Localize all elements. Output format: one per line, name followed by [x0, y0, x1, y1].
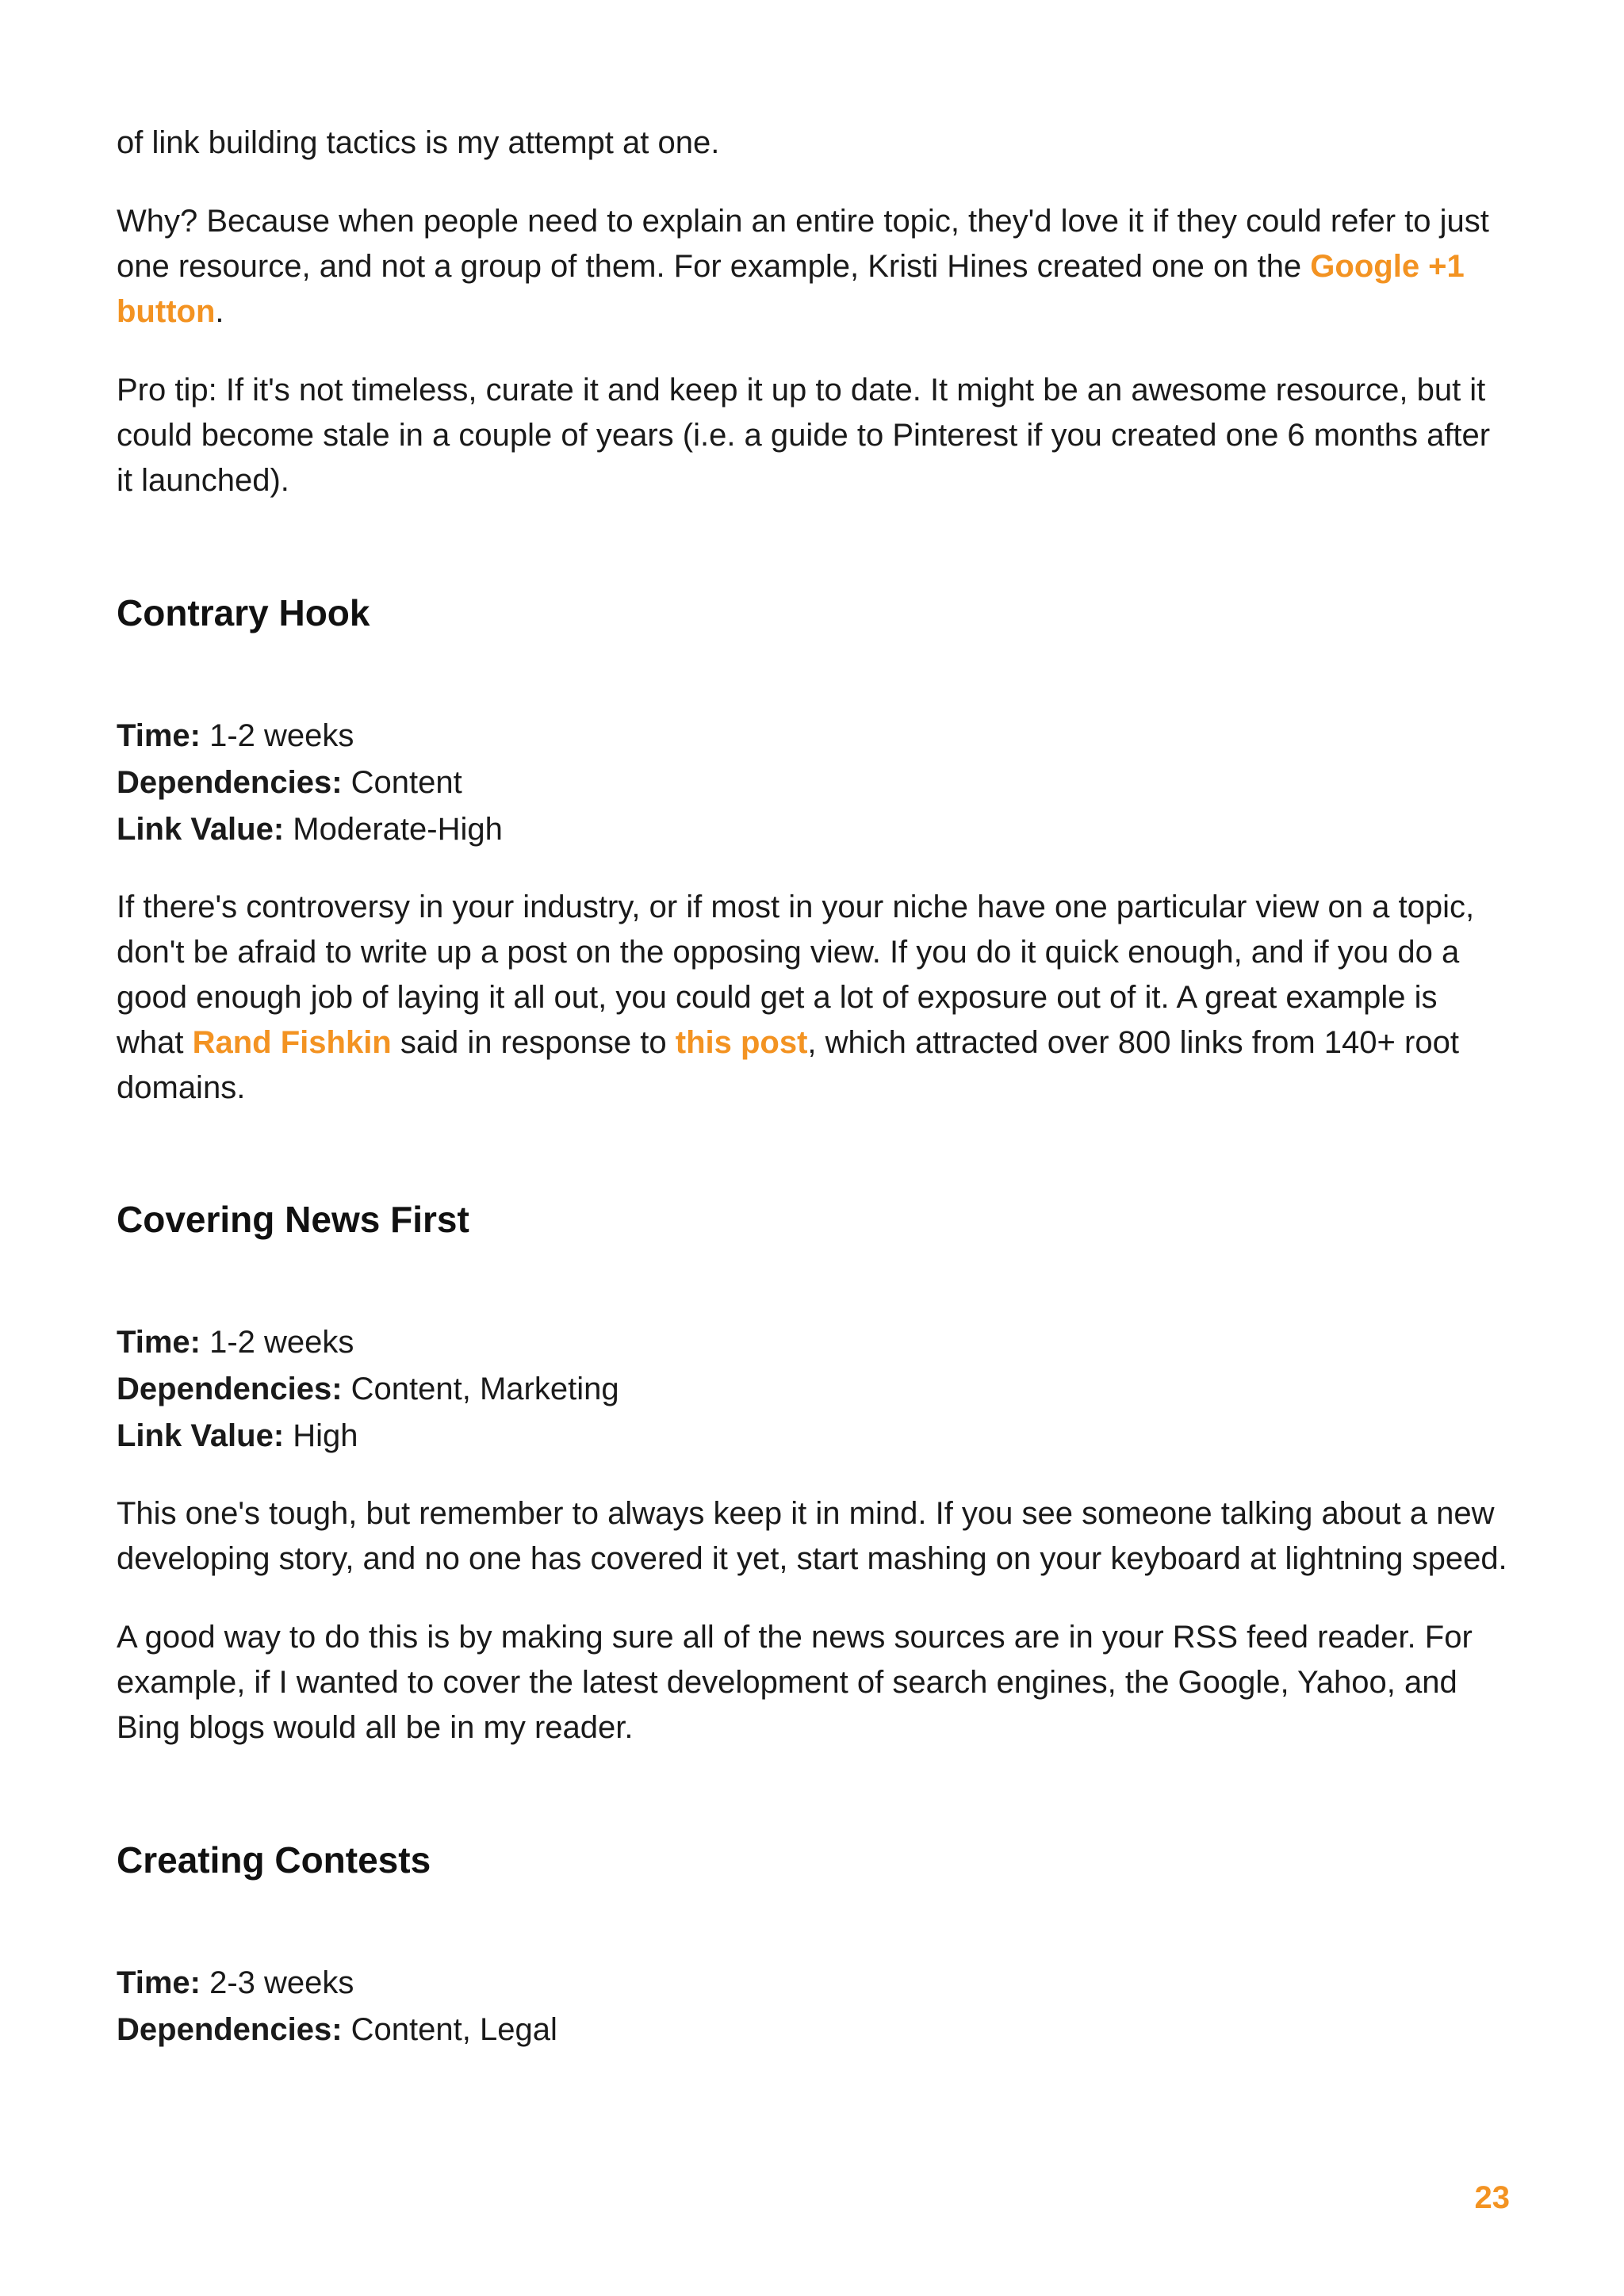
creating-contests-meta	[117, 1960, 1512, 2053]
page-content	[117, 121, 1512, 2053]
meta-value: High	[284, 1418, 358, 1453]
meta-value: Content	[342, 765, 462, 800]
intro-p2-text-before: Why? Because when people need to explain an entire topic, they'd love it if they could refer to just one resource, and not a group of them. For example, Kristi Hines created one on the	[117, 204, 1489, 284]
contrary-hook-text-1: If there's controversy in your industry, or if most in your niche have one particular view on a topic, don't be afraid to write up a post on the opposing view. If you do it quick enough, and if you do a good enough job of laying it all out, you could get a lot of exposure out of it. A great example is what	[117, 890, 1475, 1060]
contrary-hook-meta	[117, 713, 1512, 853]
meta-label: Link Value:	[117, 1418, 285, 1453]
contrary-hook-body	[117, 885, 1512, 1111]
meta-value: 1-2 weeks	[200, 718, 354, 753]
section-title-contrary-hook: Contrary Hook	[117, 592, 370, 633]
google-plus-one-link[interactable]: Google +1 button	[117, 249, 1465, 329]
meta-value: 1-2 weeks	[200, 1325, 354, 1360]
contrary-hook-text-2: said in response to	[391, 1025, 676, 1060]
intro-paragraph-1: of link building tactics is my attempt at one.	[117, 125, 720, 160]
meta-value: Content, Legal	[342, 2012, 557, 2047]
meta-dependencies	[117, 1366, 1512, 1413]
meta-label: Time:	[117, 1325, 201, 1360]
contrary-hook-text-3: , which attracted over 800 links from 140+ root domains.	[117, 1025, 1459, 1105]
rand-fishkin-link[interactable]: Rand Fishkin	[192, 1025, 392, 1060]
meta-dependencies	[117, 760, 1512, 806]
meta-value: 2-3 weeks	[200, 1965, 354, 2000]
section-title-creating-contests: Creating Contests	[117, 1839, 431, 1881]
meta-value: Moderate-High	[284, 812, 503, 847]
meta-label: Time:	[117, 1965, 201, 2000]
covering-news-paragraph-1: This one's tough, but remember to always keep it in mind. If you see someone talking about a new developing story, and no one has covered it yet, start mashing on your keyboard at lightning speed.	[117, 1496, 1507, 1576]
meta-label: Dependencies:	[117, 2012, 343, 2047]
meta-label: Dependencies:	[117, 765, 343, 800]
intro-p2-text-after: .	[215, 294, 224, 329]
page-number: 23	[1474, 2180, 1510, 2215]
meta-time	[117, 1319, 1512, 1366]
meta-link-value	[117, 1413, 1512, 1460]
meta-time	[117, 1960, 1512, 2007]
covering-news-meta	[117, 1319, 1512, 1460]
meta-value: Content, Marketing	[342, 1372, 619, 1406]
pro-tip-paragraph: Pro tip: If it's not timeless, curate it and keep it up to date. It might be an awesome resource, but it could become stale in a couple of years (i.e. a guide to Pinterest if you created one 6 months after it launched).	[117, 373, 1491, 498]
meta-label: Time:	[117, 718, 201, 753]
meta-time	[117, 713, 1512, 760]
meta-dependencies	[117, 2007, 1512, 2053]
meta-label: Link Value:	[117, 812, 285, 847]
meta-label: Dependencies:	[117, 1372, 343, 1406]
section-title-covering-news-first: Covering News First	[117, 1199, 469, 1240]
this-post-link[interactable]: this post	[675, 1025, 808, 1060]
meta-link-value	[117, 806, 1512, 853]
intro-paragraph-2	[117, 199, 1512, 335]
covering-news-paragraph-2: A good way to do this is by making sure all of the news sources are in your RSS feed reader. For example, if I wanted to cover the latest development of search engines, the Google, Yahoo, and Bing blogs would all be in my reader.	[117, 1620, 1473, 1745]
